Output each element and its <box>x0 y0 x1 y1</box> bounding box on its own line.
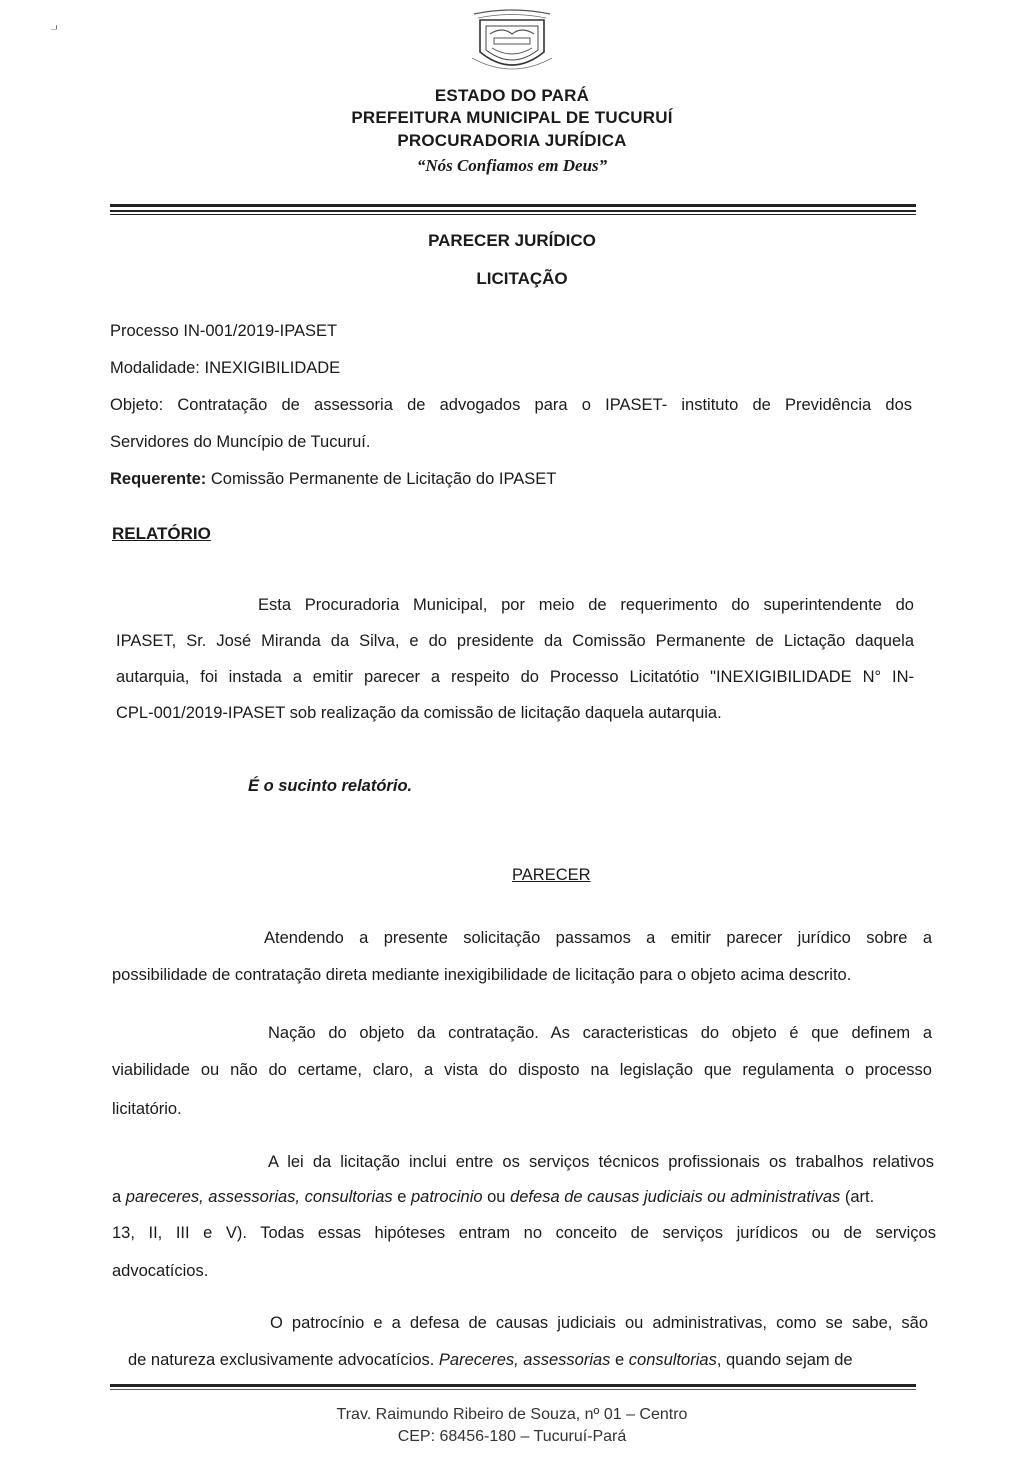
document-subtitle: LICITAÇÃO <box>476 269 568 288</box>
text-run: , quando sejam de <box>716 1351 853 1369</box>
footer-divider <box>110 1384 916 1392</box>
report-paragraph-line-1: Esta Procuradoria Municipal, por meio de requerimento do superintendente do <box>258 596 914 614</box>
state-name: ESTADO DO PARÁ <box>434 86 590 105</box>
report-paragraph-line-4: CPL-001/2019-IPASET sob realização da comissão de licitação daquela autarquia. <box>116 704 722 722</box>
municipality-name: PREFEITURA MUNICIPAL DE TUCURUÍ <box>351 108 673 127</box>
object-line-2: Servidores do Muncípio de Tucuruí. <box>110 433 371 451</box>
text-run-italic: pareceres, assessorias, consultorias <box>125 1188 393 1206</box>
text-run: a <box>112 1188 126 1206</box>
text-run-italic: patrocinio <box>411 1188 483 1206</box>
page-corner-mark: ר <box>48 25 60 31</box>
text-run: e <box>610 1351 629 1369</box>
report-paragraph-line-2: IPASET, Sr. José Miranda da Silva, e do presidente da Comissão Permanente de Lictação daquela <box>116 632 914 650</box>
opinion-p3-line-4: advocatícios. <box>112 1262 209 1280</box>
opinion-p2-line-2: viabilidade ou não do certame, claro, a vista do disposto na legislação que regulamenta o processo <box>112 1061 932 1079</box>
header-divider <box>110 204 916 216</box>
opinion-p4-line-1: O patrocínio e a defesa de causas judiciais ou administrativas, como se sabe, são <box>270 1314 928 1332</box>
opinion-p2-line-3: licitatório. <box>112 1100 182 1118</box>
document-title: PARECER JURÍDICO <box>428 231 596 250</box>
municipal-seal-icon <box>466 8 558 78</box>
motto: “Nós Confiamos em Deus” <box>416 156 608 175</box>
text-run-italic: defesa de causas judiciais ou administrativas <box>510 1188 841 1206</box>
footer-address: Trav. Raimundo Ribeiro de Souza, nº 01 – Centro <box>336 1406 688 1423</box>
requester-label: Requerente: <box>110 470 207 488</box>
report-heading: RELATÓRIO <box>112 524 211 543</box>
opinion-p3-line-3: 13, II, III e V). Todas essas hipóteses entram no conceito de serviços jurídicos ou de serviços <box>112 1224 936 1242</box>
report-paragraph-line-3: autarquia, foi instada a emitir parecer a respeito do Processo Licitatótio "INEXIGIBILIDADE N° IN- <box>116 668 914 686</box>
requester <box>110 470 556 489</box>
footer-cep: CEP: 68456-180 – Tucuruí-Pará <box>397 1428 627 1445</box>
opinion-p2-line-1: Nação do objeto da contratação. As caracteristicas do objeto é que definem a <box>268 1024 932 1042</box>
text-run: de natureza exclusivamente advocatícios. <box>128 1351 439 1369</box>
modality: Modalidade: INEXIGIBILIDADE <box>110 359 341 377</box>
opinion-p4-line-2 <box>128 1351 853 1370</box>
process-number: Processo IN-001/2019-IPASET <box>110 322 338 340</box>
opinion-heading: PARECER <box>512 866 591 884</box>
text-run-italic: Pareceres, assessorias <box>438 1351 611 1369</box>
requester-value: Comissão Permanente de Licitação do IPASET <box>206 470 557 488</box>
text-run: ou <box>482 1188 511 1206</box>
text-run: e <box>392 1188 411 1206</box>
opinion-p1-line-2: possibilidade de contratação direta mediante inexigibilidade de licitação para o objeto acima descrito. <box>112 966 852 984</box>
opinion-p3-line-1: A lei da licitação inclui entre os serviços técnicos profissionais os trabalhos relativos <box>268 1153 934 1171</box>
text-run-italic: consultorias <box>628 1351 717 1369</box>
opinion-p3-line-2 <box>112 1188 874 1207</box>
office-name: PROCURADORIA JURÍDICA <box>397 131 627 150</box>
text-run: (art. <box>840 1188 875 1206</box>
object-line-1: Objeto: Contratação de assessoria de advogados para o IPASET- instituto de Previdência dos <box>110 396 912 414</box>
opinion-p1-line-1: Atendendo a presente solicitação passamos a emitir parecer jurídico sobre a <box>264 929 932 947</box>
report-closing: É o sucinto relatório. <box>248 777 413 795</box>
